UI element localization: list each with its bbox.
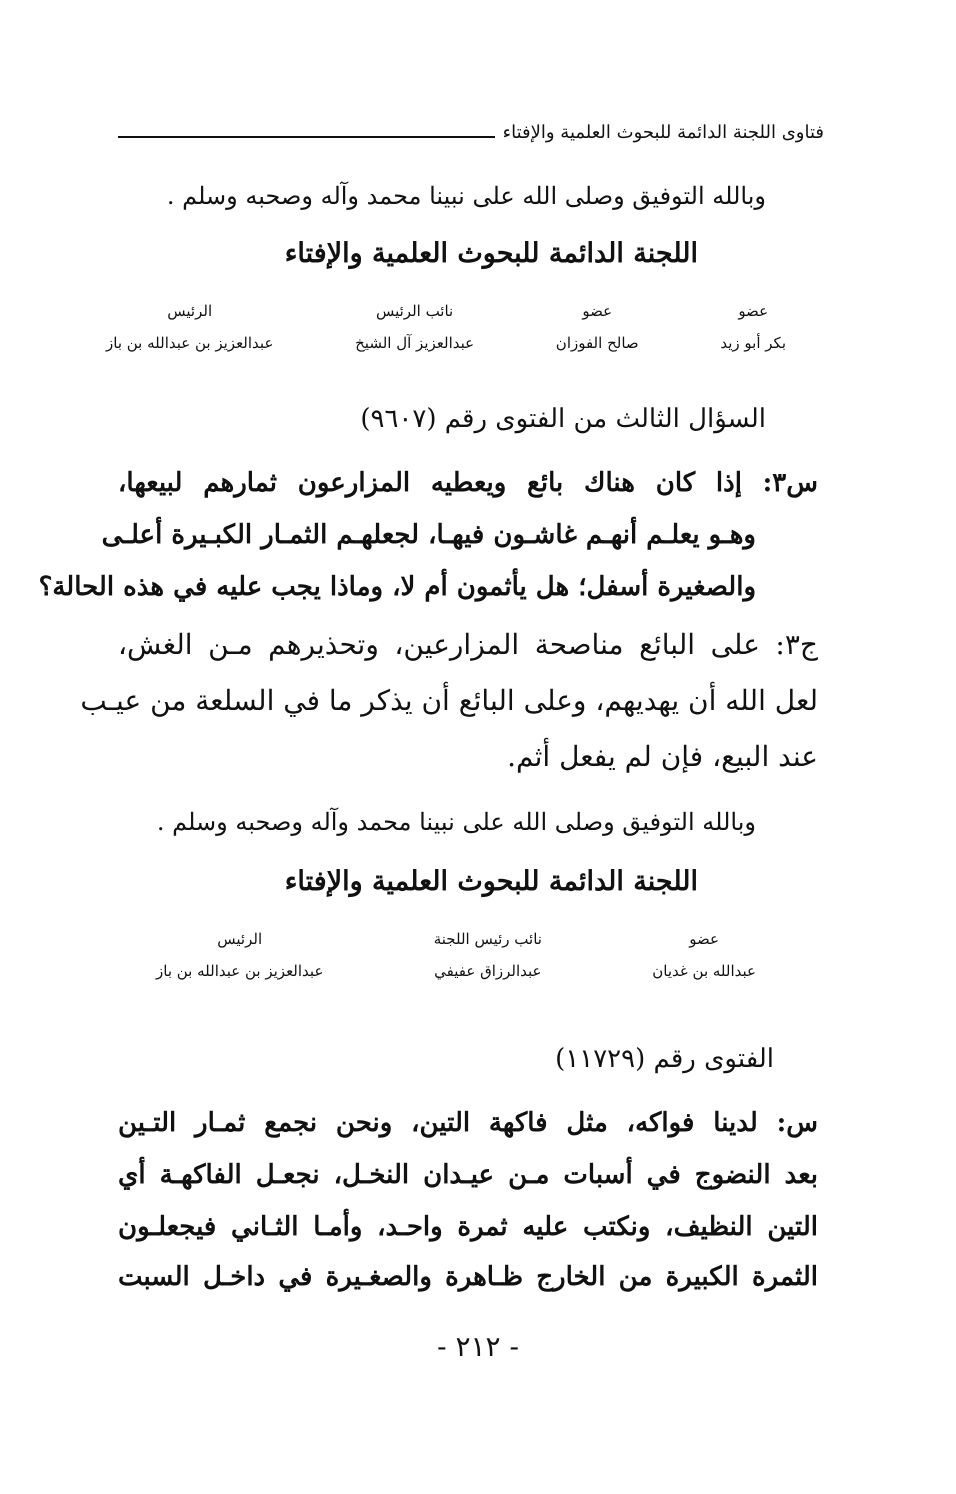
- signatory-role: عضو: [689, 930, 719, 948]
- running-header: [118, 112, 824, 142]
- answer-line: لعل الله أن يهديهم، وعلى البائع أن يذكر ما في السلعة من عيـب: [80, 684, 818, 717]
- question-line: س: لدينا فواكه، مثل فاكهة التين، ونحن نجمع ثمـار التـين: [118, 1108, 818, 1138]
- signatory-name: عبدالعزيز آل الشيخ: [355, 334, 475, 352]
- fatwa-heading: الفتوى رقم (١١٧٢٩): [555, 1044, 774, 1074]
- signatory-role: الرئيس: [167, 302, 213, 320]
- signatory-name: عبدالرزاق عفيفي: [434, 962, 542, 980]
- closing-line: وبالله التوفيق وصلى الله على نبينا محمد وآله وصحبه وسلم .: [156, 808, 756, 836]
- question-line: بعد النضوج في أسبات مـن عيـدان النخـل، نجعـل الفاكهـة أي: [118, 1160, 818, 1190]
- signatory-role: الرئيس: [217, 930, 263, 948]
- signatory-name: عبدالله بن غديان: [652, 962, 756, 980]
- question-line: وهـو يعلـم أنهـم غاشـون فيهـا، لجعلهـم الثمـار الكبـيرة أعلـى: [101, 520, 756, 550]
- closing-line: وبالله التوفيق وصلى الله على نبينا محمد وآله وصحبه وسلم .: [166, 182, 766, 210]
- signatory-name: صالح الفوزان: [555, 334, 639, 352]
- committee-title: اللجنة الدائمة للبحوث العلمية والإفتاء: [284, 866, 698, 897]
- signatory-role: عضو: [738, 302, 769, 320]
- signatory: [106, 302, 273, 352]
- signatory: [556, 302, 639, 352]
- signatory: [355, 302, 474, 352]
- question-heading: السؤال الثالث من الفتوى رقم (٩٦٠٧): [360, 404, 766, 434]
- answer-line: عند البيع، فإن لم يفعل أثم.: [507, 740, 818, 773]
- signatures-table: [106, 302, 786, 352]
- signatory: [720, 302, 786, 352]
- signatory-name: عبدالعزيز بن عبدالله بن باز: [156, 962, 324, 980]
- signatory-role: نائب رئيس اللجنة: [433, 930, 542, 948]
- signatures-table: [156, 930, 756, 980]
- question-line: الثمرة الكبيرة من الخارج ظـاهرة والصغـيرة في داخـل السبت: [118, 1262, 818, 1292]
- committee-title: اللجنة الدائمة للبحوث العلمية والإفتاء: [284, 238, 698, 269]
- signatory: [652, 930, 756, 980]
- answer-line: ج٣: على البائع مناصحة المزارعين، وتحذيرهم مـن الغش،: [118, 628, 818, 661]
- signatory-name: بكر أبو زيد: [720, 334, 786, 352]
- question-line: س٣: إذا كان هناك بائع ويعطيه المزارعون ثمارهم لبيعها،: [118, 468, 818, 498]
- question-line: التين النظيف، ونكتب عليه ثمرة واحـد، وأمـا الثـاني فيجعلـون: [118, 1212, 818, 1242]
- signatory: [156, 930, 323, 980]
- signatory-name: عبدالعزيز بن عبدالله بن باز: [106, 334, 274, 352]
- page-number: - ٢١٢ -: [437, 1330, 519, 1363]
- header-rule: [118, 136, 495, 138]
- question-line: والصغيرة أسفل؛ هل يأثمون أم لا، وماذا يجب عليه في هذه الحالة؟: [38, 572, 756, 602]
- signatory-role: نائب الرئيس: [375, 302, 454, 320]
- signatory-role: عضو: [582, 302, 613, 320]
- signatory: [434, 930, 542, 980]
- running-title: فتاوى اللجنة الدائمة للبحوث العلمية والإفتاء: [502, 122, 824, 143]
